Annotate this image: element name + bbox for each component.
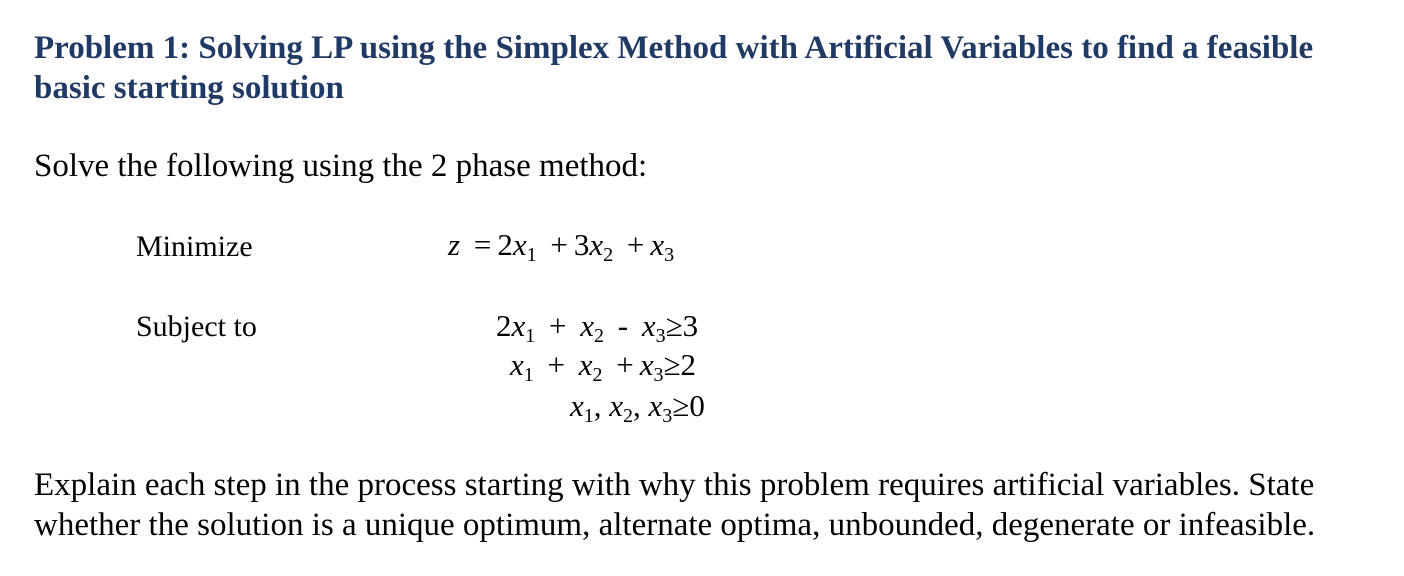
constraint-2 bbox=[510, 347, 697, 386]
objective-equals: = bbox=[473, 227, 492, 262]
nonneg-var-1: x bbox=[570, 388, 584, 423]
nonneg-sub-1: 1 bbox=[583, 405, 594, 427]
constraint-1-var-1: x bbox=[511, 308, 526, 343]
problem-heading-line-2: basic starting solution bbox=[34, 70, 344, 106]
nonneg-rel: ≥ bbox=[672, 388, 690, 423]
objective-var-1: x bbox=[512, 227, 527, 262]
nonneg-comma-2: , bbox=[633, 388, 641, 423]
instruction-text: Solve the following using the 2 phase method: bbox=[34, 148, 648, 184]
explanation-instructions bbox=[34, 465, 1384, 545]
constraint-nonnegativity bbox=[570, 388, 705, 427]
objective-plus-2: + bbox=[626, 227, 645, 262]
nonneg-sub-3: 3 bbox=[662, 405, 673, 427]
constraint-1-minus: - bbox=[617, 308, 629, 343]
constraint-1-plus: + bbox=[549, 308, 567, 343]
nonneg-sub-2: 2 bbox=[623, 405, 634, 427]
explanation-line-2: whether the solution is a unique optimum, alternate optima, unbounded, degenerate or infeasible. bbox=[34, 507, 1316, 543]
constraint-2-sub-1: 1 bbox=[523, 364, 534, 386]
constraint-2-rel: ≥ bbox=[663, 347, 681, 382]
constraint-2-plus-2: + bbox=[616, 347, 634, 382]
constraint-1-var-3: x bbox=[641, 308, 656, 343]
objective-sub-1: 1 bbox=[526, 244, 537, 266]
nonneg-var-3: x bbox=[648, 388, 663, 423]
objective-var-2: x bbox=[589, 227, 604, 262]
constraint-2-var-2: x bbox=[578, 347, 593, 382]
constraint-2-plus-1: + bbox=[547, 347, 565, 382]
objective-coef-1: 2 bbox=[497, 227, 513, 262]
constraint-1 bbox=[496, 308, 699, 347]
constraint-2-sub-3: 3 bbox=[653, 364, 664, 386]
problem-heading-line-1: Problem 1: Solving LP using the Simplex Method with Artificial Variables to find a feasible bbox=[34, 30, 1314, 66]
subject-to-label: Subject to bbox=[136, 310, 257, 343]
constraint-1-rel: ≥ bbox=[665, 308, 683, 343]
objective-coef-2: 3 bbox=[573, 227, 590, 262]
constraint-1-sub-2: 2 bbox=[594, 325, 605, 347]
constraint-1-coef: 2 bbox=[496, 308, 512, 343]
constraint-1-sub-3: 3 bbox=[655, 325, 666, 347]
objective-function bbox=[448, 227, 675, 266]
objective-sub-3: 3 bbox=[664, 244, 675, 266]
objective-plus-1: + bbox=[550, 227, 568, 262]
constraint-2-sub-2: 2 bbox=[592, 364, 603, 386]
nonneg-rhs: 0 bbox=[689, 388, 705, 423]
objective-var-3: x bbox=[650, 227, 665, 262]
constraint-1-sub-1: 1 bbox=[525, 325, 536, 347]
constraint-1-var-2: x bbox=[580, 308, 595, 343]
objective-sub-2: 2 bbox=[603, 244, 614, 266]
nonneg-comma-1: , bbox=[593, 388, 602, 423]
constraint-2-var-3: x bbox=[639, 347, 654, 382]
problem-heading bbox=[34, 28, 1384, 108]
objective-z: z bbox=[448, 227, 461, 262]
minimize-label: Minimize bbox=[136, 230, 253, 263]
nonneg-var-2: x bbox=[609, 388, 624, 423]
constraint-2-var-1: x bbox=[510, 347, 524, 382]
constraint-1-rhs: 3 bbox=[682, 308, 699, 343]
explanation-line-1: Explain each step in the process starting with why this problem requires artificial variables. State bbox=[34, 467, 1315, 503]
constraint-2-rhs: 2 bbox=[680, 347, 697, 382]
